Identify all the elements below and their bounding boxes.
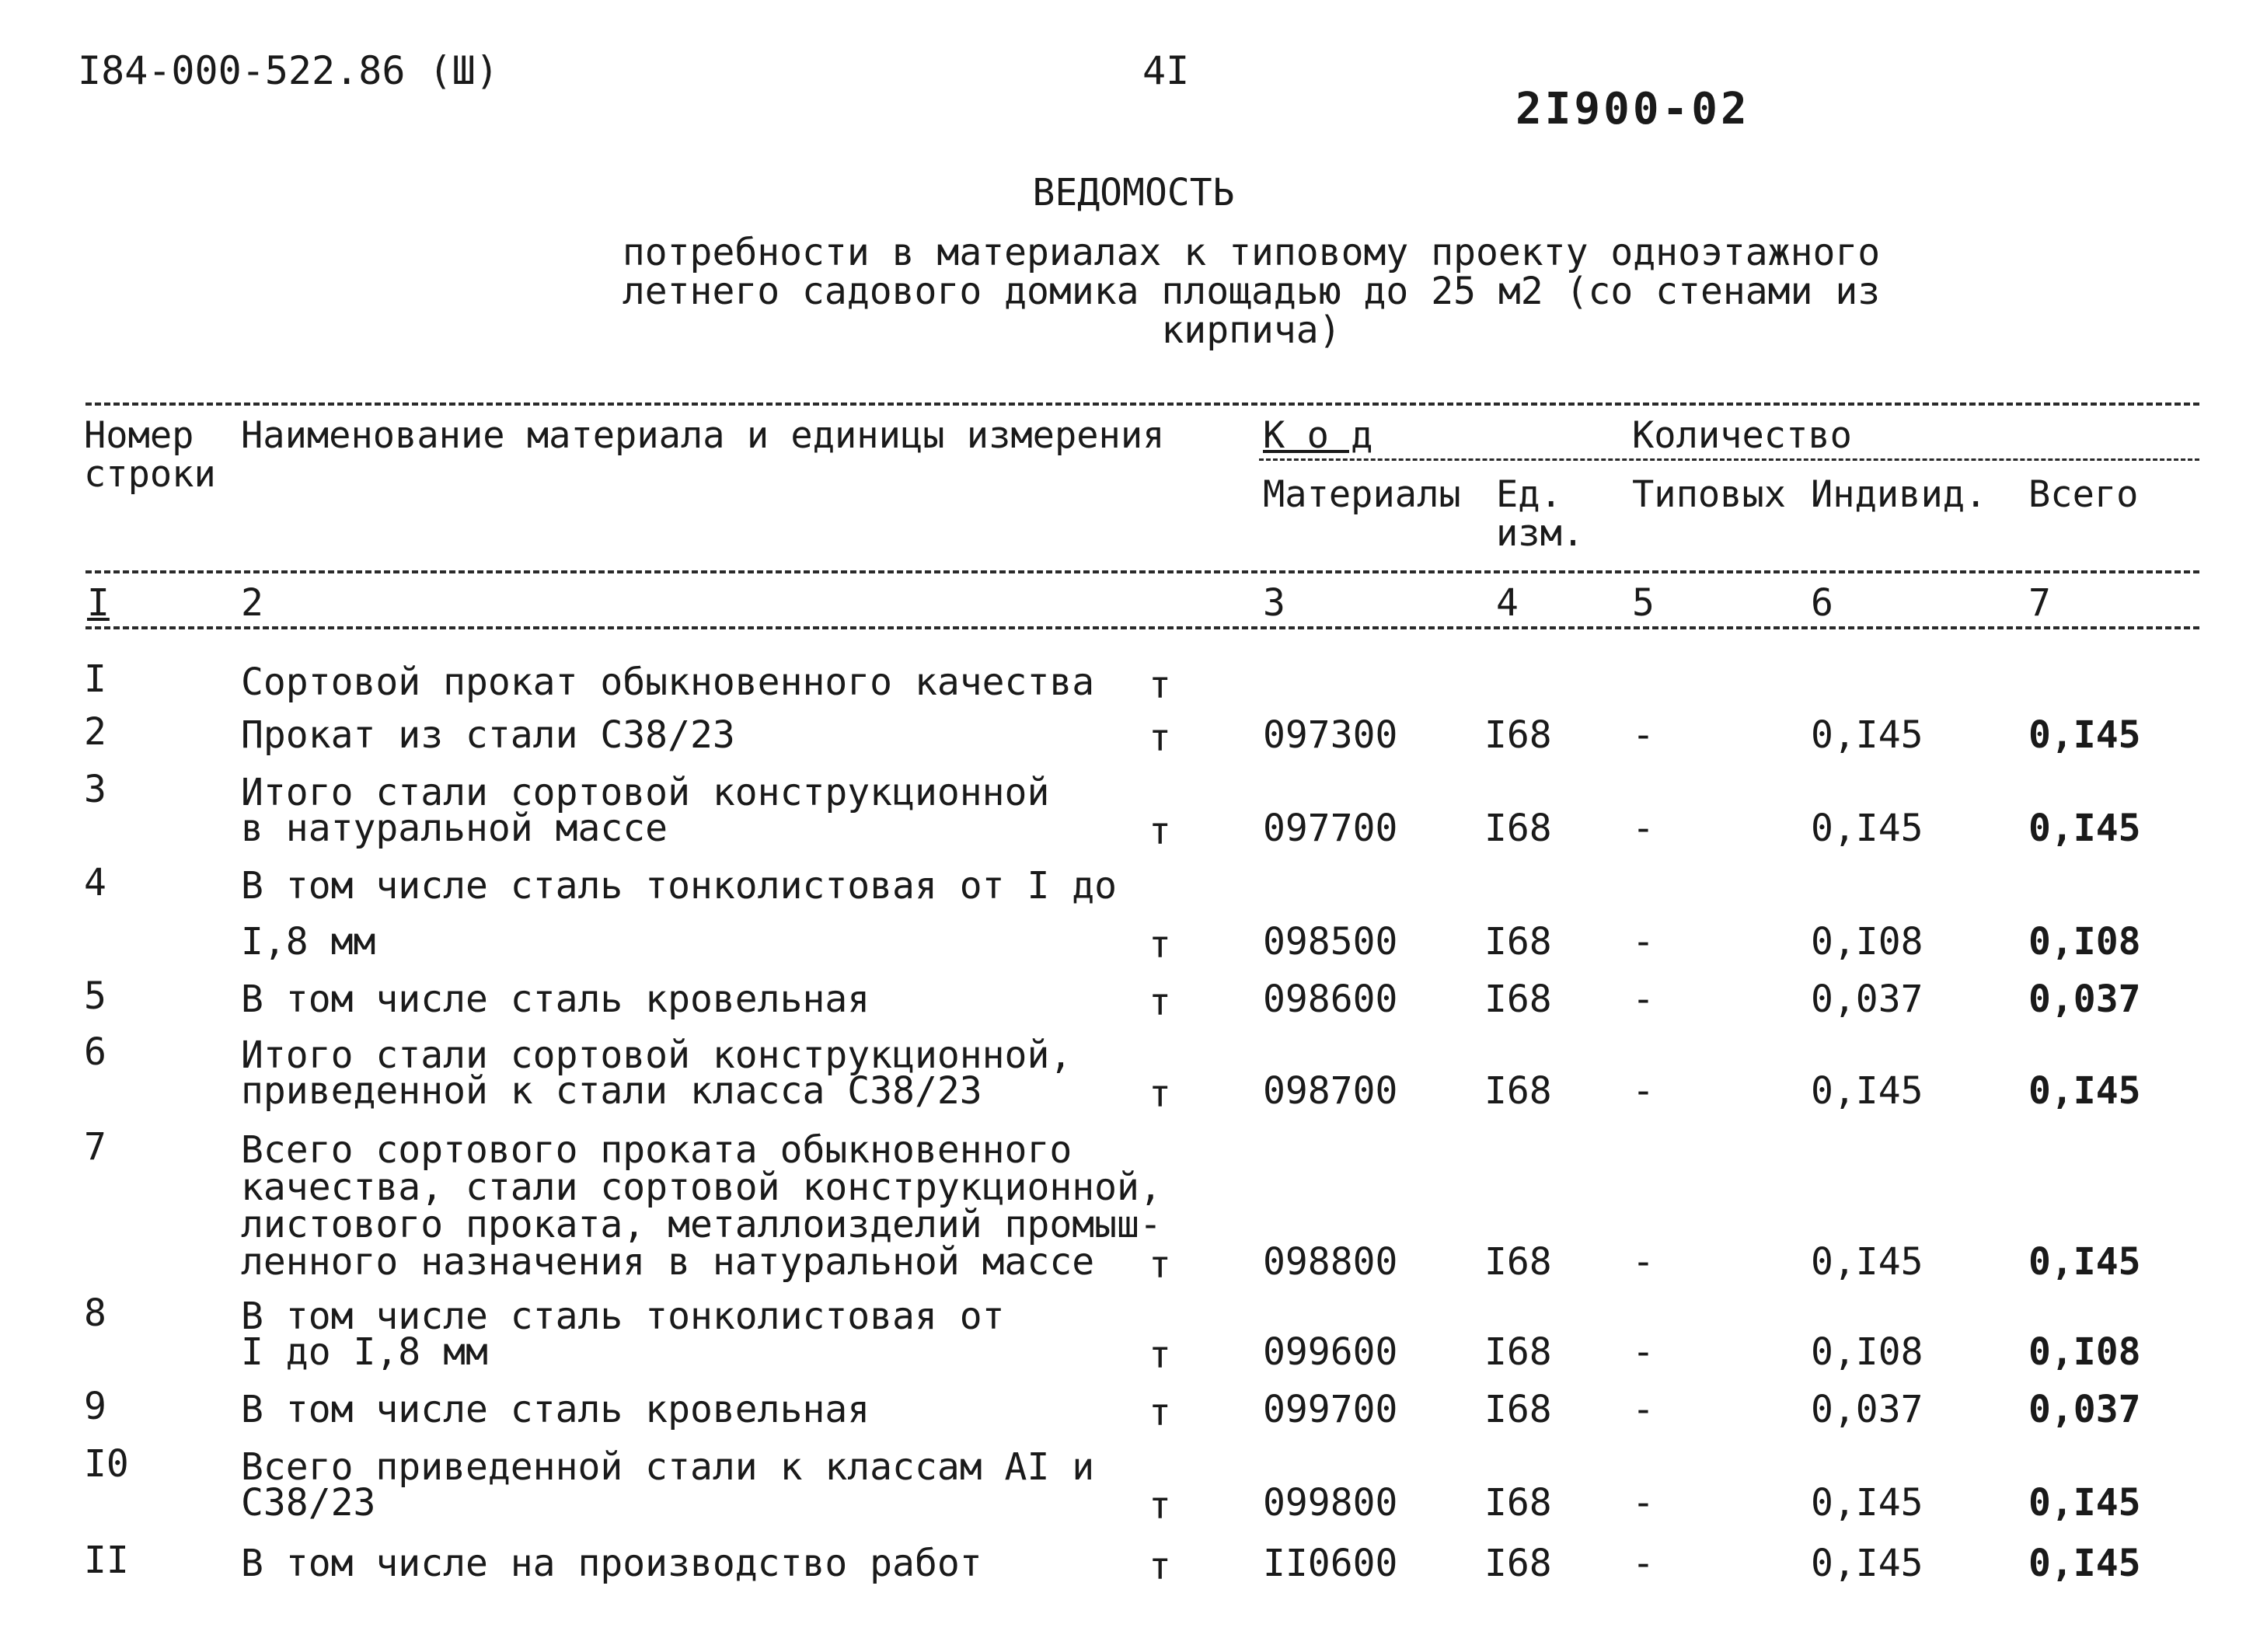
row-unit-code: I68 (1484, 1542, 1552, 1585)
row-unit-code: I68 (1484, 1481, 1552, 1525)
column-number-5: 5 (1632, 581, 1655, 625)
row-typical: - (1632, 1240, 1655, 1284)
row-typical: - (1632, 1542, 1655, 1585)
row-unit: т (1149, 716, 1171, 760)
row-unit-code: I68 (1484, 1330, 1552, 1374)
row-typical: - (1632, 1481, 1655, 1525)
row-material-code: 097300 (1263, 713, 1398, 757)
row-number: 8 (84, 1291, 106, 1335)
row-name: В том числе сталь кровельная (241, 978, 870, 1021)
row-name: Всего приведенной стали к классам АI и (241, 1445, 1095, 1489)
row-unit-code: I68 (1484, 978, 1552, 1021)
row-name-line-3: листового проката, металлоизделий промыш- (241, 1203, 1162, 1246)
row-name: В том числе сталь тонколистовая от (241, 1295, 1005, 1338)
row-typical: - (1632, 978, 1655, 1021)
header-bottom-rule (85, 570, 2199, 573)
row-total: 0,I45 (2028, 1069, 2141, 1113)
row-unit-code: I68 (1484, 1240, 1552, 1284)
row-name-line-4: ленного назначения в натуральной массе (241, 1240, 1095, 1284)
row-unit-code: I68 (1484, 1069, 1552, 1113)
row-name: В том числе сталь кровельная (241, 1388, 870, 1431)
row-unit: т (1149, 1484, 1171, 1528)
column-number-3: 3 (1263, 581, 1285, 625)
row-number: 2 (84, 710, 106, 754)
header-row-number: Номер строки (84, 414, 216, 496)
row-unit: т (1149, 1072, 1171, 1116)
row-individual: 0,I08 (1811, 1330, 1923, 1374)
row-number: 5 (84, 974, 106, 1018)
page-number: 4I (1142, 48, 1190, 93)
document-subtitle: потребности в материалах к типовому проекту одноэтажного летнего садового домика площадью до 25 м2 (со стенами из кирпича) (622, 231, 1881, 352)
document-code: I84-000-522.86 (Ш) (78, 48, 499, 93)
row-individual: 0,I45 (1811, 713, 1923, 757)
column-numbers-rule (85, 626, 2199, 629)
row-material-code: 098500 (1263, 920, 1398, 964)
row-individual: 0,I45 (1811, 1240, 1923, 1284)
row-total: 0,I08 (2028, 920, 2141, 964)
column-number-1: I (87, 581, 110, 625)
column-number-2: 2 (241, 581, 263, 625)
row-number: 7 (84, 1125, 106, 1169)
row-number: II (84, 1539, 129, 1582)
row-total: 0,I45 (2028, 713, 2141, 757)
column-number-6: 6 (1811, 581, 1833, 625)
row-name: Итого стали сортовой конструкционной (241, 771, 1050, 814)
header-material: Материалы (1263, 473, 1461, 516)
row-name: Сортовой прокат обыкновенного качества (241, 660, 1095, 704)
row-unit-code: I68 (1484, 1388, 1552, 1431)
row-unit: т (1149, 1545, 1171, 1588)
row-material-code: 099700 (1263, 1388, 1398, 1431)
header-unit: Ед. изм. (1496, 473, 1585, 555)
column-number-4: 4 (1496, 581, 1519, 625)
row-material-code: 099600 (1263, 1330, 1398, 1374)
row-number: I (84, 657, 106, 701)
header-individual: Индивид. (1811, 473, 1987, 516)
row-unit: т (1149, 664, 1171, 707)
row-unit: т (1149, 810, 1171, 853)
row-name: Всего сортового проката обыкновенного (241, 1128, 1072, 1172)
row-number: I0 (84, 1442, 129, 1486)
row-total: 0,I45 (2028, 1481, 2141, 1525)
inventory-stamp: 2I900-02 (1515, 84, 1750, 134)
header-total: Всего (2028, 473, 2139, 516)
row-typical: - (1632, 807, 1655, 850)
row-unit-code: I68 (1484, 920, 1552, 964)
row-name: В том числе на производство работ (241, 1542, 982, 1585)
row-material-code: II0600 (1263, 1542, 1398, 1585)
row-typical: - (1632, 1069, 1655, 1113)
row-name-line-2: приведенной к стали класса С38/23 (241, 1069, 982, 1113)
row-name-line-2: С38/23 (241, 1481, 376, 1525)
row-number: 6 (84, 1030, 106, 1074)
row-total: 0,I45 (2028, 807, 2141, 850)
row-unit-code: I68 (1484, 713, 1552, 757)
row-unit: т (1149, 1243, 1171, 1287)
document-title: ВЕДОМОСТЬ (1032, 171, 1235, 214)
row-typical: - (1632, 920, 1655, 964)
row-material-code: 098700 (1263, 1069, 1398, 1113)
row-typical: - (1632, 1330, 1655, 1374)
row-individual: 0,I45 (1811, 807, 1923, 850)
row-name: Прокат из стали С38/23 (241, 713, 735, 757)
row-material-code: 097700 (1263, 807, 1398, 850)
row-material-code: 099800 (1263, 1481, 1398, 1525)
column-number-7: 7 (2028, 581, 2051, 625)
row-name-line-2: качества, стали сортовой конструкционной, (241, 1166, 1162, 1209)
row-individual: 0,I08 (1811, 920, 1923, 964)
row-individual: 0,037 (1811, 978, 1923, 1021)
header-group-rule (1259, 458, 2199, 461)
row-unit: т (1149, 1391, 1171, 1434)
header-quantity-group: Количество (1632, 414, 1852, 457)
header-code-group: К о д (1263, 414, 1373, 457)
row-name-line-2: I,8 мм (241, 920, 376, 964)
row-total: 0,I08 (2028, 1330, 2141, 1374)
row-total: 0,037 (2028, 1388, 2141, 1431)
row-individual: 0,I45 (1811, 1542, 1923, 1585)
row-total: 0,I45 (2028, 1542, 2141, 1585)
table-top-rule (85, 403, 2199, 406)
row-unit: т (1149, 1333, 1171, 1377)
row-unit-code: I68 (1484, 807, 1552, 850)
row-material-code: 098600 (1263, 978, 1398, 1021)
row-typical: - (1632, 713, 1655, 757)
row-name: В том числе сталь тонколистовая от I до (241, 864, 1118, 908)
row-typical: - (1632, 1388, 1655, 1431)
row-total: 0,I45 (2028, 1240, 2141, 1284)
row-name-line-2: в натуральной массе (241, 807, 668, 850)
row-material-code: 098800 (1263, 1240, 1398, 1284)
header-typical: Типовых (1632, 473, 1787, 516)
row-number: 4 (84, 861, 106, 904)
row-individual: 0,I45 (1811, 1069, 1923, 1113)
row-individual: 0,I45 (1811, 1481, 1923, 1525)
row-number: 9 (84, 1385, 106, 1428)
header-name: Наименование материала и единицы измерения (241, 414, 1165, 457)
row-name: Итого стали сортовой конструкционной, (241, 1033, 1072, 1077)
row-total: 0,037 (2028, 978, 2141, 1021)
row-unit: т (1149, 981, 1171, 1024)
row-name-line-2: I до I,8 мм (241, 1330, 488, 1374)
row-number: 3 (84, 768, 106, 811)
row-unit: т (1149, 923, 1171, 967)
row-individual: 0,037 (1811, 1388, 1923, 1431)
